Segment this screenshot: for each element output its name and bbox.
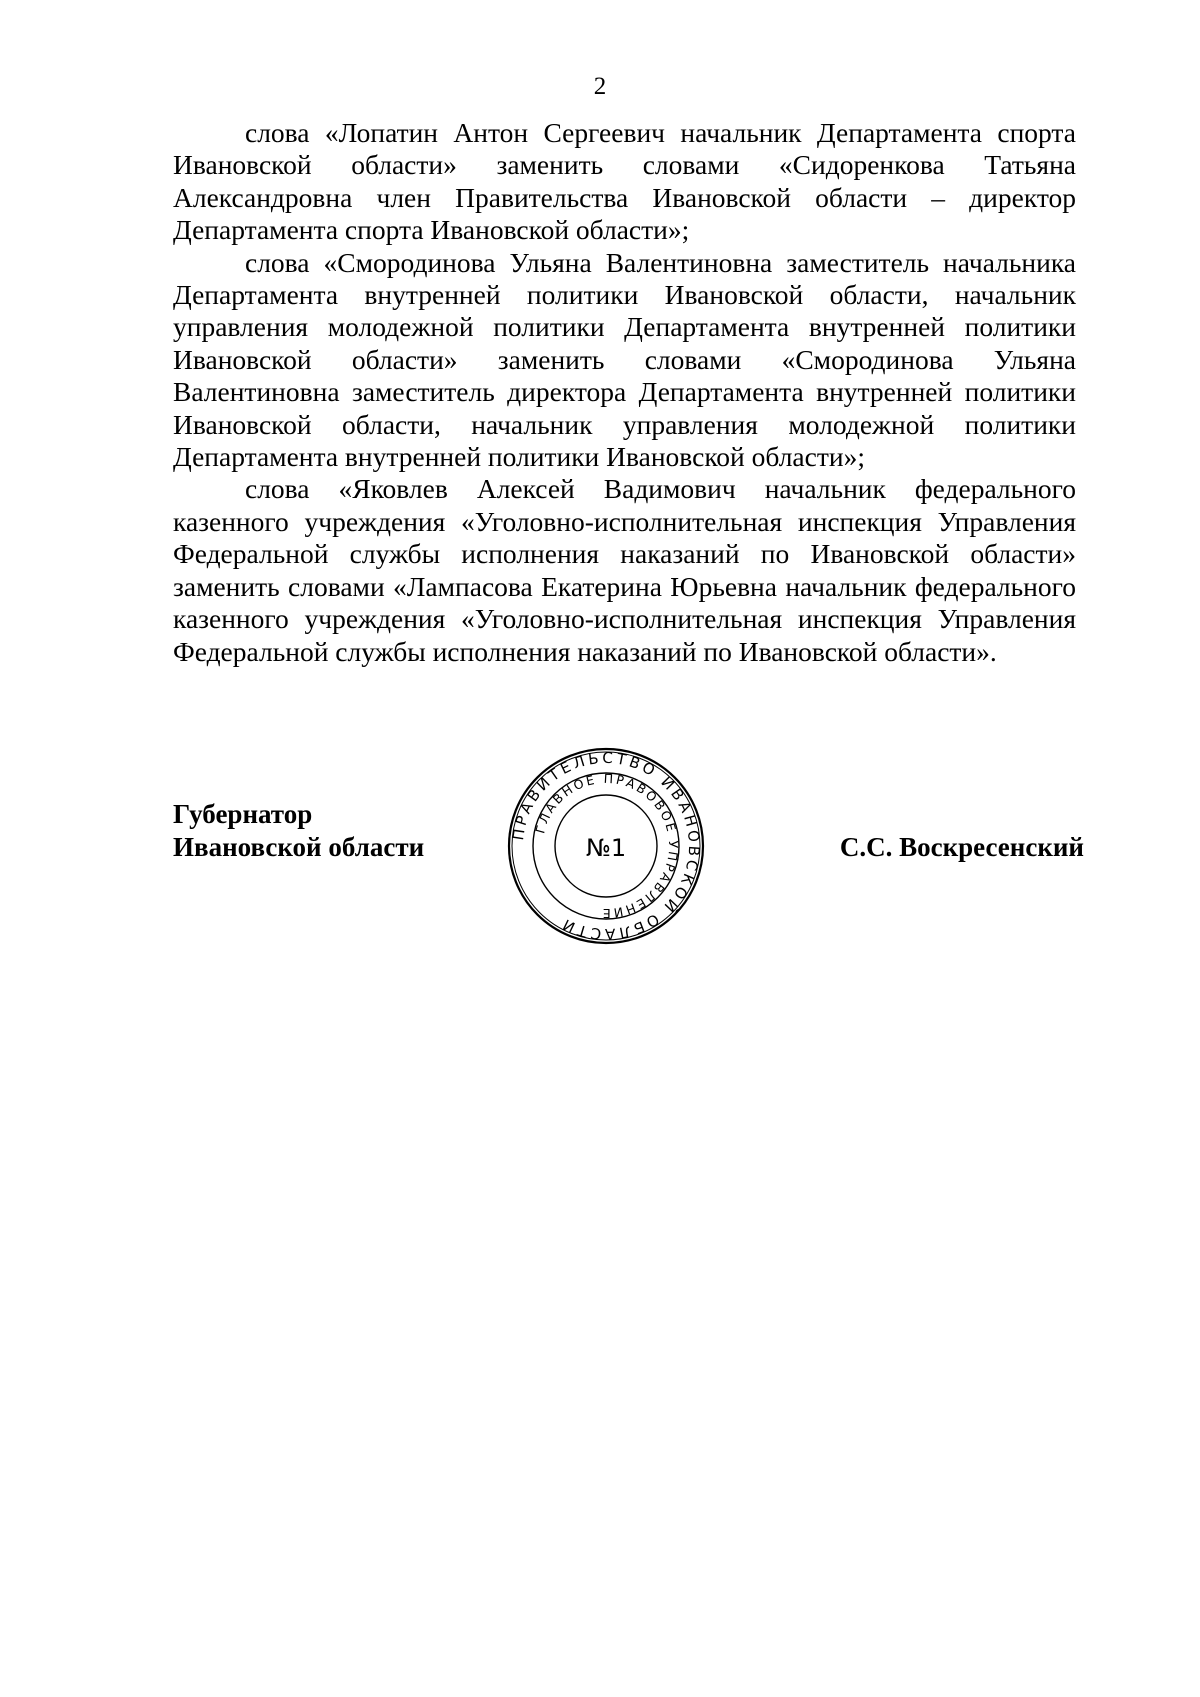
page-number: 2 <box>593 73 607 100</box>
amendment-paragraph-1: слова «Лопатин Антон Сергеевич начальник Департамента спорта Ивановской области» заменить словами «Сидоренкова Татьяна Александровна член Правительства Ивановской области – директор Департамента спорта Ивановской области»; <box>173 117 1076 246</box>
document-body <box>173 117 1076 668</box>
seal-outer-text: ПРАВИТЕЛЬСТВО ИВАНОВСКОЙ ОБЛАСТИ <box>509 748 704 944</box>
signatory-position-line-2: Ивановской области <box>173 832 425 862</box>
amendment-paragraph-3: слова «Яковлев Алексей Вадимович начальник федерального казенного учреждения «Уголовно-исполнительная инспекция Управления Федеральной службы исполнения наказаний по Ивановской области» заменить словами «Лампасова Екатерина Юрьевна начальник федерального казенного учреждения «Уголовно-исполнительная инспекция Управления Федеральной службы исполнения наказаний по Ивановской области». <box>173 473 1076 667</box>
signatory-position <box>173 798 424 864</box>
signatory-name: С.С. Воскресенский <box>839 832 1084 862</box>
seal-stamp-icon <box>506 746 706 946</box>
seal-inner-text: ГЛАВНОЕ ПРАВОВОЕ УПРАВЛЕНИЕ <box>532 770 682 922</box>
amendment-paragraph-2: слова «Смородинова Ульяна Валентиновна заместитель начальника Департамента внутренней политики Ивановской области, начальник управления молодежной политики Департамента внутренней политики Ивановской области» заменить словами «Смородинова Ульяна Валентиновна заместитель директора Департамента внутренней политики Ивановской области, начальник управления молодежной политики Департамента внутренней политики Ивановской области»; <box>173 246 1076 473</box>
signatory-position-line-1: Губернатор <box>173 799 313 829</box>
seal-number: №1 <box>585 834 627 862</box>
official-seal <box>506 746 706 946</box>
